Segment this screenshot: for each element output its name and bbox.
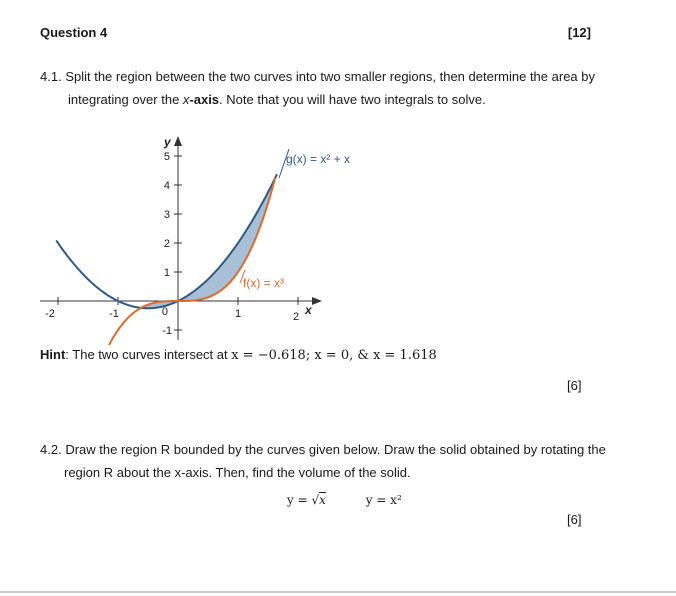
y-tick-label: 0 <box>161 306 168 318</box>
x-axis-arrow <box>312 297 322 305</box>
x-tick-label: 2 <box>292 311 300 323</box>
part-4-2-line1: Draw the region R bounded by the curves given below. Draw the solid obtained by rotating the <box>65 442 606 457</box>
part-4-1-number: 4.1. <box>40 69 62 84</box>
part-4-2-line2: region R about the x-axis. Then, find the volume of the solid. <box>64 465 411 480</box>
y-tick-label: 4 <box>163 180 170 192</box>
f-curve-label: f(x) = x³ <box>243 276 284 290</box>
f-curve <box>106 178 275 345</box>
equation-sqrt-lhs: y = √ <box>287 493 320 507</box>
part-4-1-line2-post: . Note that you will have two integrals to solve. <box>219 92 486 107</box>
y-axis-arrow <box>174 136 182 146</box>
y-tick-label: 2 <box>163 238 170 250</box>
part-4-2-number: 4.2. <box>40 442 62 457</box>
equation-sqrt-radicand: x <box>319 493 326 507</box>
part-4-1-text <box>40 65 640 111</box>
y-tick-label: 3 <box>163 209 170 221</box>
y-tick-label: -1 <box>162 325 172 337</box>
hint-label: Hint <box>40 347 66 362</box>
x-tick-label: -1 <box>109 308 119 320</box>
x-axis-label: x <box>305 303 312 317</box>
curve-graph <box>0 120 676 345</box>
part-4-2-text <box>40 438 640 484</box>
page-bottom-rule <box>0 591 676 593</box>
y-tick-label: 5 <box>163 151 170 163</box>
x-tick-label: 1 <box>234 308 242 320</box>
hint-math: x = −0.618; x = 0, & x = 1.618 <box>231 348 437 363</box>
equation-square: y = x² <box>365 493 402 507</box>
part-4-1-line2-pre: integrating over the <box>68 92 183 107</box>
part-4-1-axis-variable: x <box>182 92 190 107</box>
question-total-marks: [12] <box>567 25 591 40</box>
g-curve-label: g(x) = x² + x <box>286 152 351 166</box>
part-4-2-marks: [6] <box>567 512 582 527</box>
question-title: Question 4 <box>40 25 108 40</box>
hint-text <box>40 347 437 363</box>
equation-sqrt <box>287 493 326 507</box>
part-4-1-line1: Split the region between the two curves into two smaller regions, then determine the area by <box>65 69 595 84</box>
part-4-1-axis-bold: -axis <box>189 92 220 107</box>
y-tick-label: 1 <box>163 267 170 279</box>
part-4-1-marks: [6] <box>567 378 582 393</box>
equations <box>287 493 420 507</box>
y-axis-label: y <box>164 135 171 149</box>
x-tick-label: -2 <box>45 308 55 320</box>
hint-body: : The two curves intersect at <box>65 347 232 362</box>
